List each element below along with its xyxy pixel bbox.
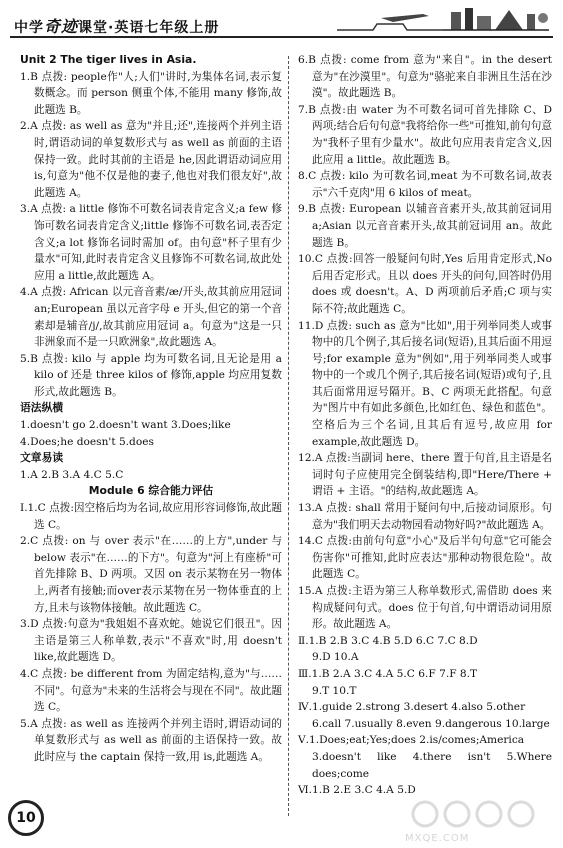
answer-line: 11.D 点拨: such as 意为"比如",用于列举同类人或事物中的几个例子,其后接名词(短语),且其后面不用逗号;for example 意为"例如",用于列举同类人或事物中的一个或几个例子,其后接名词(短语)或句子,且其后面常用逗号隔开。B、C 两项无此搭配。句意为"图片中有如此多颜色,比如红色、绿色和蓝色"。空格后为三个名词,且其后有逗号,故应用 for example,故此题选 D。	[298, 319, 552, 448]
left-column	[20, 52, 282, 766]
column-divider	[288, 56, 290, 816]
right-column	[298, 52, 552, 799]
answer-line: 3.doesn't like 4.there isn't 5.Where does;come	[312, 750, 552, 780]
answer-line: 5.A 点拨: as well as 连接两个并列主语时,谓语动词的单复数形式与 as well as 前面的主语保持一致。故此时应与 the captain 保持一致,用 is,此题选 A。	[20, 717, 282, 763]
watermark-text: MXQE.COM	[405, 833, 470, 844]
answer-line: 15.A 点拨:主语为第三人称单数形式,需借助 does 来构成疑问句式。does 位于句首,句中谓语动词用原形。故此题选 A。	[298, 585, 552, 631]
answer-line: 6.B 点拨: come from 意为"来自"。in the desert 意为"在沙漠里"。句意为"骆驼来自非洲且生活在沙漠"。故此题选 B。	[298, 54, 552, 100]
section-heading: 文章易读	[20, 451, 64, 465]
answer-line: 1.B 点拨: people作"人;人们"讲时,为集体名词,表示复数概念。而 person 侧重个体,不能用 many 修饰,故此题选 B。	[20, 70, 282, 116]
watermark	[405, 798, 555, 844]
answer-line: 9.T 10.T	[312, 684, 357, 697]
header-illustration	[333, 4, 553, 36]
answer-line: Ⅴ.1.Does;eat;Yes;does 2.is/comes;America	[298, 734, 525, 747]
answer-line: 3.A 点拨: a little 修饰不可数名词表肯定含义;a few 修饰可数名词表肯定含义;little 修饰不可数名词,表否定含义;a lot 修饰名词时需加 of。由句意"杯子里有少量水"可知,此时表肯定含义且修饰不可数名词,故此处应用 a little,故此题选 A。	[20, 203, 282, 282]
answer-line: 4.A 点拨: African 以元音音素/æ/开头,故其前应用冠词 an;European 虽以元音字母 e 开头,但它的第一个音素却是辅音/j/,故其前应用冠词 a。句意为"这是一只非洲象而不是一只欧洲象",故此题选 A。	[20, 286, 282, 349]
header-rule	[10, 36, 553, 38]
answer-line: 6.call 7.usually 8.even 9.dangerous 10.large	[312, 717, 550, 730]
answer-line: 12.A 点拨:当副词 here、there 置于句首,且主语是名词时句子应使用完全倒装结构,即"Here/There + 谓语 + 主语。"的结构,故此题选 A。	[298, 452, 552, 498]
answer-line: 2.C 点拨: on 与 over 表示"在……的上方",under 与 below 表示"在……的下方"。句意为"河上有座桥"可首先排除 B、D 两项。又因 on 表示某物在另一物体上,两者有接触;而over表示某物在另一物体垂直的上方,且未与该物体接触。故此题选 C。	[20, 535, 282, 614]
answer-line: 10.C 点拨:回答一般疑问句时,Yes 后用肯定形式,No 后用否定形式。且以 does 开头的问句,回答时仍用 does 或 doesn't。A、D 两项前后矛盾;C 项与实际不符;故此题选 C。	[298, 253, 552, 315]
answer-line: 13.A 点拨: shall 常用于疑问句中,后接动词原形。句意为"我们明天去动物园看动物好吗?"故此题选 A。	[298, 502, 552, 531]
answer-line: 5.B 点拨: kilo 与 apple 均为可数名词,且无论是用 a kilo of 还是 three kilos of 修饰,apple 均应用复数形式,故此题选 B。	[20, 352, 282, 398]
watermark-logo-icon	[405, 798, 555, 830]
answer-line: 8.C 点拨: kilo 为可数名词,meat 为不可数名词,故表示"六千克肉"用 6 kilos of meat。	[298, 170, 552, 199]
answer-line: Ⅳ.1.guide 2.strong 3.desert 4.also 5.other	[298, 701, 526, 714]
page-number: 10	[8, 800, 44, 836]
answer-line: 1.doesn't go 2.doesn't want 3.Does;like	[20, 419, 231, 432]
answer-line: Ⅱ.1.B 2.B 3.C 4.B 5.D 6.C 7.C 8.D	[298, 634, 478, 647]
answer-line: 1.A 2.B 3.A 4.C 5.C	[20, 468, 124, 481]
answer-line: 9.B 点拨: European 以辅音音素开头,故其前冠词用 a;Asian 以元音音素开头,故其前冠词用 an。故此题选 B。	[298, 203, 552, 249]
section-heading: Unit 2 The tiger lives in Asia.	[20, 53, 197, 66]
answer-line: 2.A 点拨: as well as 意为"并且;还",连接两个并列主语时,谓语动词的单复数形式与 as well as 前面的主语保持一致。此时其前的主语是 he,因此谓语动词应用 is,句意为"他不仅是他的妻子,他也对我们很友好",故此题选 A。	[20, 120, 282, 199]
title-suffix: 课堂·英语七年级上册	[78, 20, 220, 36]
title-accent: 奇迹	[44, 17, 79, 36]
answer-line: Ⅲ.1.B 2.A 3.C 4.A 5.C 6.F 7.F 8.T	[298, 667, 478, 680]
answer-line: 7.B 点拨:由 water 为不可数名词可首先排除 C、D 两项;结合后句句意"我将给你一些"可推知,前句句意为"我杯子里有少量水"。故此句应用表肯定含义,因此应用 a little。故此题选 B。	[298, 103, 552, 166]
section-heading: Module 6 综合能力评估	[88, 484, 214, 498]
answer-line: 4.Does;he doesn't 5.does	[20, 435, 154, 448]
answer-line: 14.C 点拨:由前句句意"小心"及后半句句意"它可能会伤害你"可推知,此时应表达"那种动物很危险"。故此题选 C。	[298, 535, 552, 581]
title-prefix: 中学	[14, 20, 44, 36]
answer-line: 3.D 点拨:句意为"我姐姐不喜欢蛇。她说它们很丑"。因主语是第三人称单数,表示"不喜欢"时,用 doesn't like,故此题选 D。	[20, 618, 282, 664]
answer-line: Ⅵ.1.B 2.E 3.C 4.A 5.D	[298, 784, 416, 797]
answer-line: 4.C 点拨: be different from 为固定结构,意为"与……不同"。句意为"未来的生活将会与现在不同"。故此题选 C。	[20, 667, 282, 714]
section-heading: 语法纵横	[20, 401, 64, 415]
answer-line: Ⅰ.1.C 点拨:因空格后均为名词,故应用形容词修饰,故此题选 C。	[20, 502, 282, 531]
answer-line: 9.D 10.A	[312, 651, 359, 664]
book-title	[14, 14, 219, 37]
page-header	[0, 0, 563, 52]
